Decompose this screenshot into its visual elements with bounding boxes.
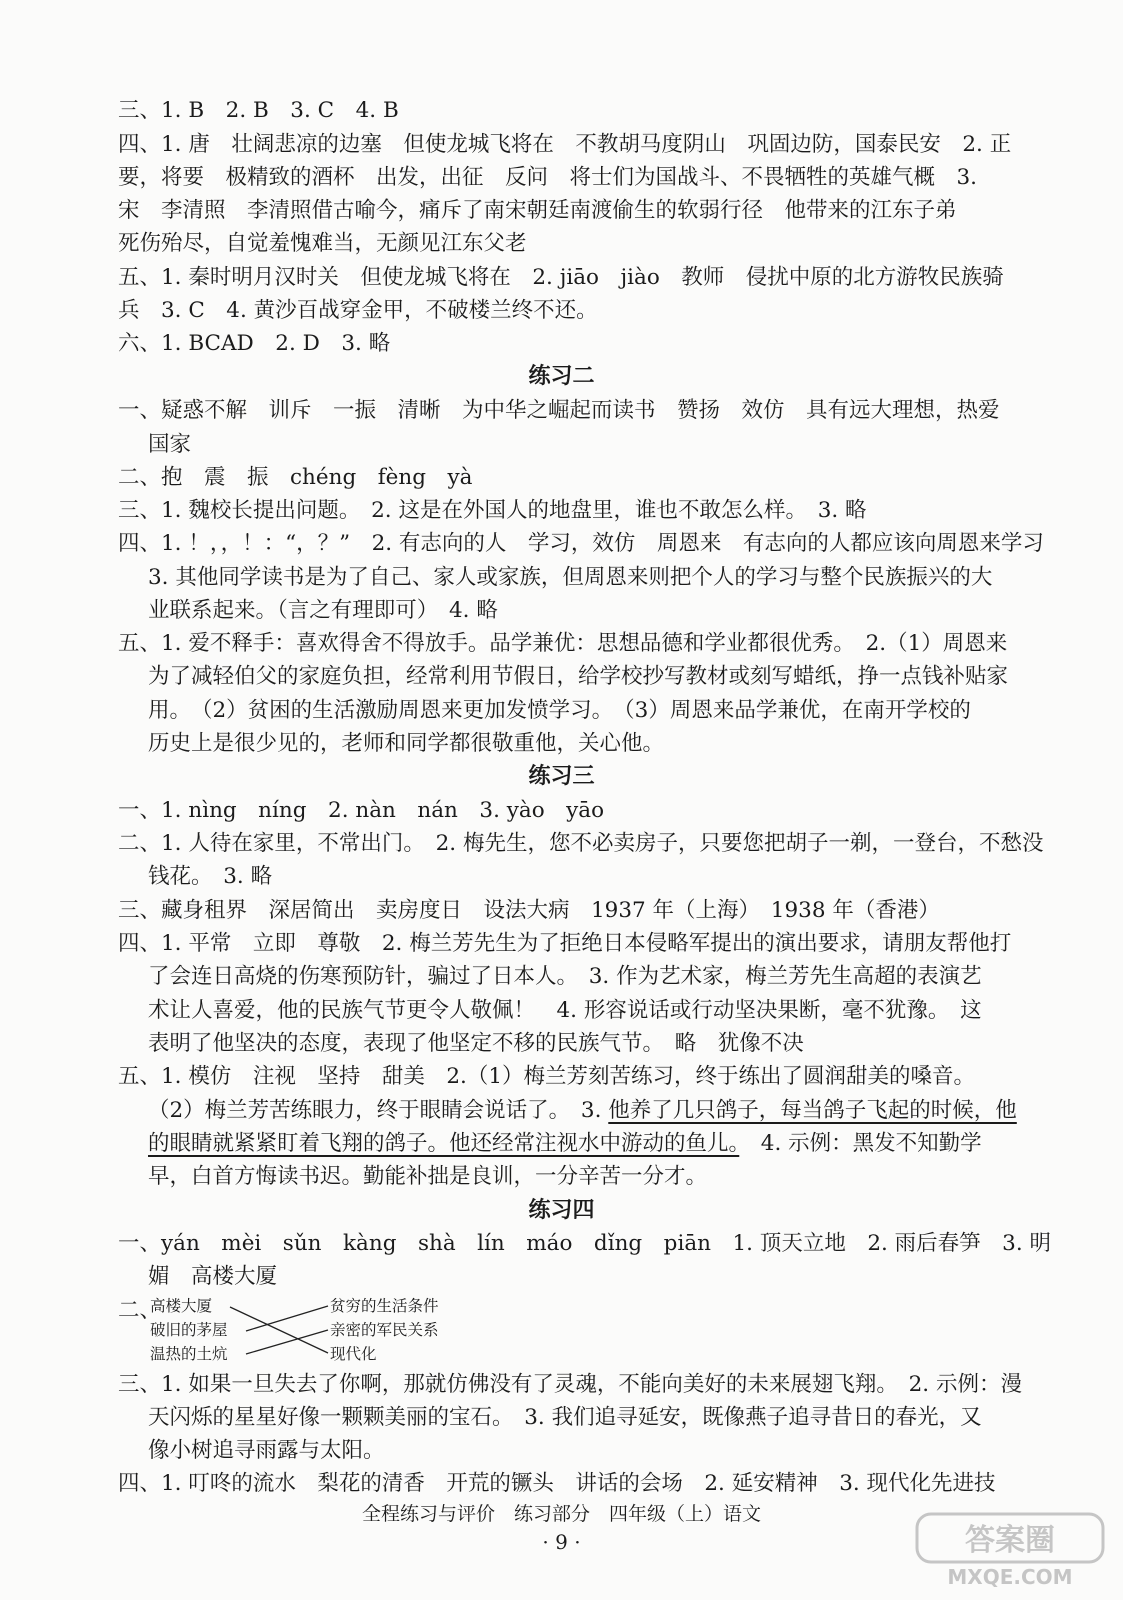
answer-line: 表明了他坚决的态度，表现了他坚定不移的民族气节。 略 犹像不决 <box>148 1031 804 1056</box>
match-line <box>246 1306 328 1331</box>
answer-line: 业联系起来。（言之有理即可） 4. 略 <box>148 598 498 623</box>
match-right-item: 现代化 <box>330 1345 377 1363</box>
answer-line: 一、1. nìng níng 2. nàn nán 3. yào yāo <box>118 798 605 823</box>
answer-text: 4. 示例：黑发不知勤学 <box>739 1131 982 1156</box>
answer-line <box>148 1096 1017 1126</box>
answer-line: 四、1. 唐 壮阔悲凉的边塞 但使龙城飞将在 不教胡马度阴山 巩固边防，国泰民安 2. 正 <box>118 132 1012 157</box>
match-left-item: 破旧的茅屋 <box>150 1321 228 1339</box>
match-line <box>230 1307 328 1353</box>
answer-line: 五、1. 爱不释手：喜欢得舍不得放手。品学兼优：思想品德和学业都很优秀。 2.（1）周恩来 <box>118 631 1008 656</box>
answer-line: 四、1. 叮咚的流水 梨花的清香 开荒的镢头 讲话的会场 2. 延安精神 3. 现代化先进技 <box>118 1471 996 1496</box>
answer-line: 二、 <box>118 1298 162 1323</box>
answer-line: 宋 李清照 李清照借古喻今，痛斥了南宋朝廷南渡偷生的软弱行径 他带来的江东子弟 <box>118 198 957 223</box>
section-heading: 练习二 <box>528 364 595 389</box>
watermark-icon <box>915 1512 1105 1590</box>
answer-line: 一、yán mèi sǔn kàng shà lín máo dǐng piān 1. 顶天立地 2. 雨后春笋 3. 明 <box>118 1231 1052 1256</box>
answer-line: 一、疑惑不解 训斥 一振 清晰 为中华之崛起而读书 赞扬 效仿 具有远大理想，热爱 <box>118 398 1000 423</box>
answer-line: 三、藏身租界 深居简出 卖房度日 设法大病 1937 年（上海） 1938 年（香港） <box>118 898 940 923</box>
answer-line: 早，白首方悔读书迟。勤能补拙是良训，一分辛苦一分才。 <box>148 1164 708 1189</box>
matching-diagram <box>150 1296 490 1366</box>
answer-line: 兵 3. C 4. 黄沙百战穿金甲，不破楼兰终不还。 <box>118 298 598 323</box>
match-right-item: 贫穷的生活条件 <box>330 1297 439 1315</box>
answer-line: 媚 高楼大厦 <box>148 1264 278 1289</box>
match-left-item: 温热的土炕 <box>150 1345 228 1363</box>
answer-line: 死伤殆尽，自觉羞愧难当，无颜见江东父老 <box>118 231 527 256</box>
answer-line: 三、1. 魏校长提出问题。 2. 这是在外国人的地盘里，谁也不敢怎么样。 3. 略 <box>118 498 867 523</box>
answer-line: 为了减轻伯父的家庭负担，经常利用节假日，给学校抄写教材或刻写蜡纸，挣一点钱补贴家 <box>148 664 1009 689</box>
answer-line: 四、1. ！，，！：“，？” 2. 有志向的人 学习，效仿 周恩来 有志向的人都应该向周恩来学习 <box>118 531 1044 556</box>
section-heading: 练习三 <box>528 764 595 789</box>
section-heading: 练习四 <box>528 1198 595 1223</box>
answer-line <box>148 1129 982 1159</box>
answer-line: 像小树追寻雨露与太阳。 <box>148 1438 385 1463</box>
answer-line: 五、1. 模仿 注视 坚持 甜美 2.（1）梅兰芳刻苦练习，终于练出了圆润甜美的嗓音。 <box>118 1064 976 1089</box>
answer-line: 五、1. 秦时明月汉时关 但使龙城飞将在 2. jiāo jiào 教师 侵扰中原的北方游牧民族骑 <box>118 265 1004 290</box>
answer-line: 了会连日高烧的伤寒预防针，骗过了日本人。 3. 作为艺术家，梅兰芳先生高超的表演艺 <box>148 964 982 989</box>
answer-line: 3. 其他同学读书是为了自己、家人或家族，但周恩来则把个人的学习与整个民族振兴的大 <box>148 565 993 590</box>
answer-line: 三、1. 如果一旦失去了你啊，那就仿佛没有了灵魂，不能向美好的未来展翅飞翔。 2. 示例：漫 <box>118 1372 1022 1397</box>
watermark-site: MXQE.COM <box>947 1565 1073 1589</box>
answer-line: 二、抱 震 振 chéng fèng yà <box>118 465 473 490</box>
underlined-answer: 的眼睛就紧紧盯着飞翔的鸽子。他还经常注视水中游动的鱼儿。 <box>148 1131 740 1156</box>
page-number: · 9 · <box>542 1530 581 1554</box>
match-left-item: 高楼大厦 <box>150 1297 213 1315</box>
answer-line: 二、1. 人待在家里，不常出门。 2. 梅先生，您不必卖房子，只要您把胡子一剃，一登台，不愁没 <box>118 831 1044 856</box>
answer-line: 用。 （2）贫困的生活激励周恩来更加发愤学习。 （3）周恩来品学兼优，在南开学校的 <box>148 698 971 723</box>
answer-line: 要，将要 极精致的酒杯 出发，出征 反问 将士们为国战斗、不畏牺牲的英雄气概 3. <box>118 165 978 190</box>
watermark-top: 答案圈 <box>965 1523 1055 1558</box>
answer-line: 三、1. B 2. B 3. C 4. B <box>118 98 399 123</box>
answer-line: 术让人喜爱，他的民族气节更令人敬佩！ 4. 形容说话或行动坚决果断，毫不犹豫。 这 <box>148 998 982 1023</box>
match-lines <box>150 1296 490 1368</box>
answer-line: 六、1. BCAD 2. D 3. 略 <box>118 331 391 356</box>
watermark-logo <box>915 1512 1105 1590</box>
underlined-answer: 他养了几只鸽子，每当鸽子飞起的时候，他 <box>608 1098 1017 1123</box>
answer-line: 国家 <box>148 432 192 457</box>
answer-line: 历史上是很少见的，老师和同学都很敬重他，关心他。 <box>148 731 665 756</box>
match-right-item: 亲密的军民关系 <box>330 1321 439 1339</box>
answer-text: （2）梅兰芳苦练眼力，终于眼睛会说话了。 3. <box>148 1098 609 1123</box>
answer-line: 四、1. 平常 立即 尊敬 2. 梅兰芳先生为了拒绝日本侵略军提出的演出要求，请朋友帮他打 <box>118 931 1012 956</box>
footer-title: 全程练习与评价 练习部分 四年级（上）语文 <box>361 1503 761 1525</box>
answer-line: 钱花。 3. 略 <box>148 864 273 889</box>
answer-line: 天闪烁的星星好像一颗颗美丽的宝石。 3. 我们追寻延安，既像燕子追寻昔日的春光，又 <box>148 1405 982 1430</box>
